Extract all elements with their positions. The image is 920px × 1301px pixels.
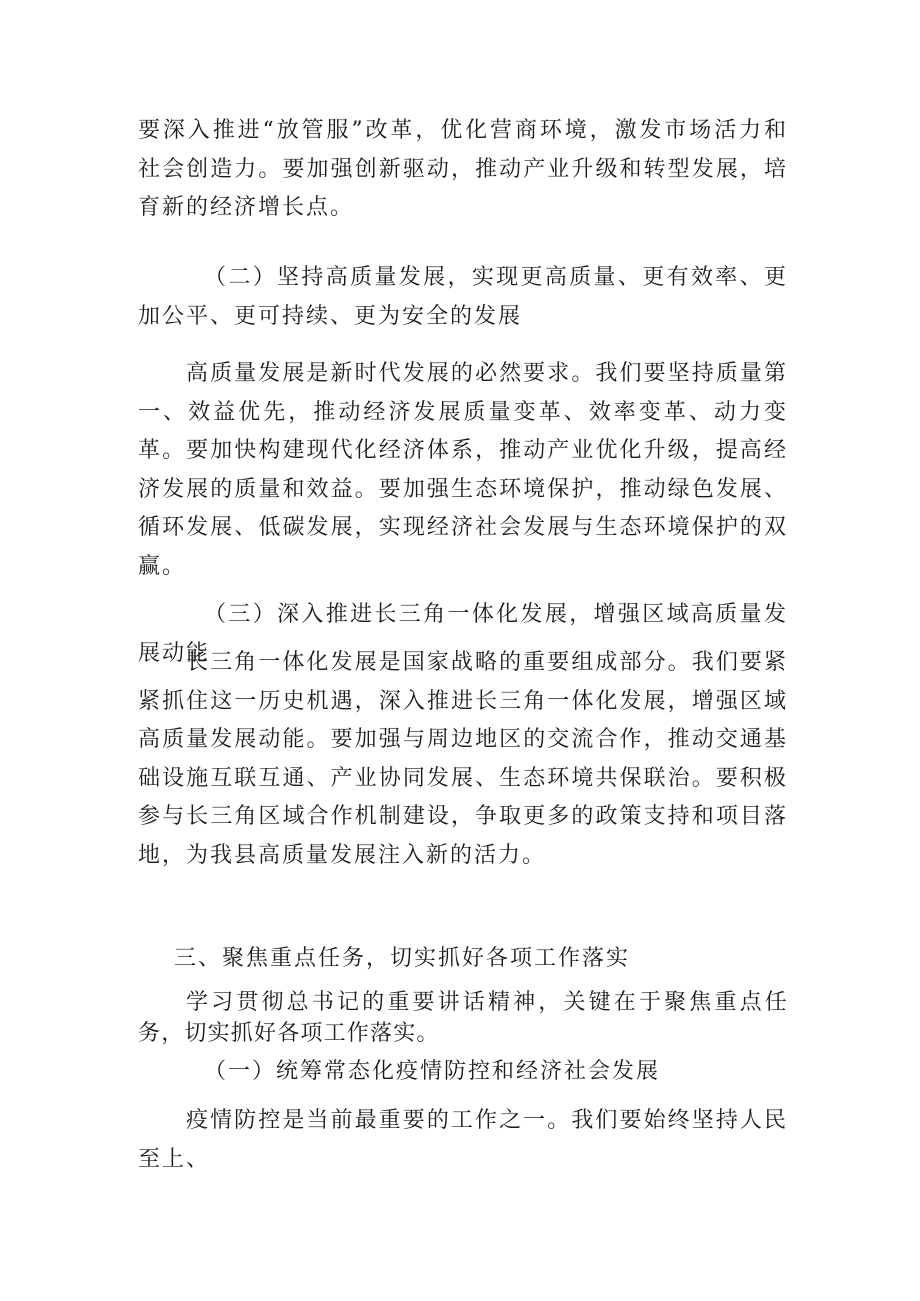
body-paragraph-epidemic: 疫情防控是当前最重要的工作之一。我们要始终坚持人民至上、: [138, 1108, 788, 1172]
subheading-high-quality-development: （二）坚持高质量发展，实现更高质量、更有效率、更加公平、更可持续、更为安全的发展: [138, 265, 788, 329]
body-paragraph-high-quality: 高质量发展是新时代发展的必然要求。我们要坚持质量第一、效益优先，推动经济发展质量变革、效率变革、动力变革。要加快构建现代化经济体系，推动产业优化升级，提高经济发展的质量和效益。要加强生态环境保护，推动绿色发展、循环发展、低碳发展，实现经济社会发展与生态环境保护的双赢。: [138, 361, 788, 579]
section-heading-key-tasks: 三、聚焦重点任务，切实抓好各项工作落实: [174, 946, 631, 971]
body-paragraph-key-tasks: 学习贯彻总书记的重要讲话精神，关键在于聚焦重点任务，切实抓好各项工作落实。: [138, 990, 788, 1046]
body-paragraph-reform: 要深入推进“放管服”改革，优化营商环境，激发市场活力和社会创造力。要加强创新驱动，推动产业升级和转型发展，培育新的经济增长点。: [138, 118, 788, 220]
subheading-epidemic-control: （一）统筹常态化疫情防控和经济社会发展: [204, 1059, 661, 1084]
body-paragraph-yangtze-delta: 长三角一体化发展是国家战略的重要组成部分。我们要紧紧抓住这一历史机遇，深入推进长三角一体化发展，增强区域高质量发展动能。要加强与周边地区的交流合作，推动交通基础设施互联互通、产业协同发展、生态环境共保联治。要积极参与长三角区域合作机制建设，争取更多的政策支持和项目落地，为我县高质量发展注入新的活力。: [138, 650, 788, 868]
subheading-yangtze-delta: （三）深入推进长三角一体化发展，增强区域高质量发展动能: [138, 602, 788, 666]
